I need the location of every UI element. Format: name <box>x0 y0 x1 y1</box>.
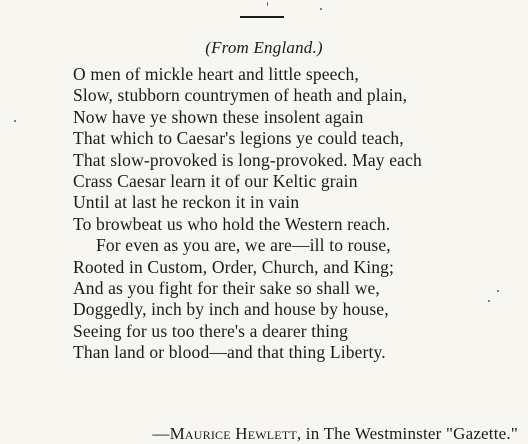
poem-line: To browbeat us who hold the Western reach. <box>73 213 391 234</box>
attribution-dash: — <box>152 424 170 443</box>
poem-line: Until at last he reckon it in vain <box>73 192 300 213</box>
poem-line: Seeing for us too there's a dearer thing <box>73 320 348 341</box>
poem-line: Slow, stubborn countrymen of heath and plain, <box>73 85 408 106</box>
poem-line: That slow-provoked is long-provoked. May each <box>73 149 422 170</box>
attribution-author: Maurice Hewlett <box>169 424 297 443</box>
print-speck <box>488 300 490 302</box>
poem-line: Rooted in Custom, Order, Church, and King; <box>73 256 395 277</box>
header-rule <box>240 16 284 18</box>
print-speck <box>497 290 499 292</box>
poem-line: That which to Caesar's legions ye could teach, <box>73 128 404 149</box>
poem-line: Than land or blood—and that thing Liberty. <box>73 342 386 363</box>
source-line: (From England.) <box>205 38 323 57</box>
poem <box>73 64 422 364</box>
poem-line: For even as you are, we are—ill to rouse, <box>96 235 391 256</box>
print-speck <box>320 8 322 10</box>
attribution-publication: , in The Westminster "Gazette." <box>296 424 518 443</box>
poem-line: And as you fight for their sake so shall we, <box>73 278 380 299</box>
poem-line: Doggedly, inch by inch and house by house, <box>73 299 389 320</box>
poem-line: Now have ye shown these insolent again <box>73 106 364 127</box>
poem-line: Crass Caesar learn it of our Keltic grain <box>73 171 358 192</box>
attribution <box>152 424 518 444</box>
poem-line: O men of mickle heart and little speech, <box>73 64 359 84</box>
print-speck <box>14 120 16 122</box>
print-speck <box>267 2 268 6</box>
